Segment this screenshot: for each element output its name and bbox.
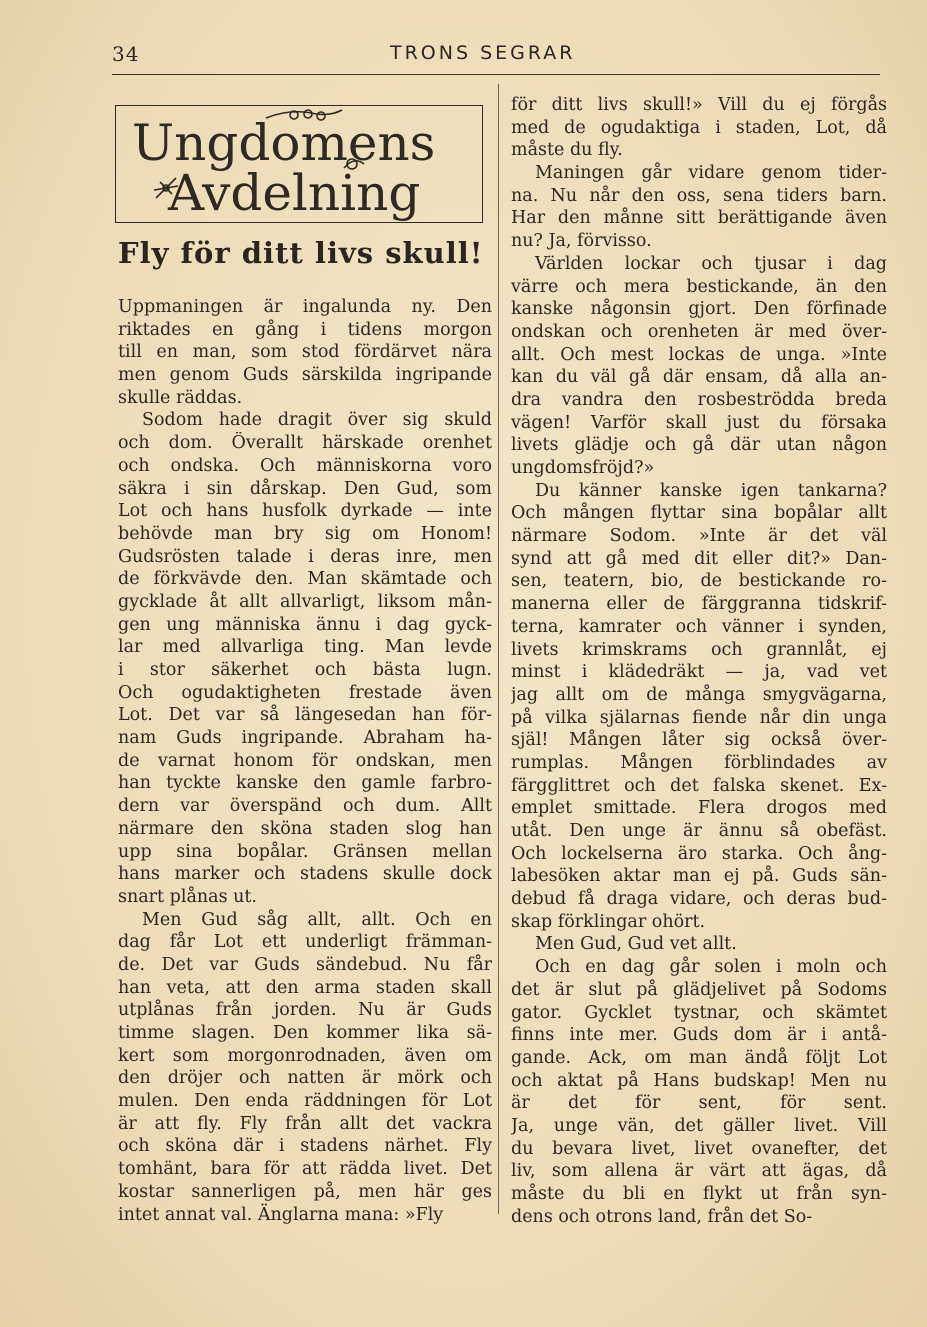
text-line: na. Nu når den oss, sena tiders barn. (511, 185, 887, 206)
text-line: det är slut på glädjelivet på Sodoms (511, 979, 887, 1000)
text-line: hans marker och stadens skulle dock (118, 864, 492, 885)
banner-artwork (116, 106, 482, 222)
text-line: dens och otrons land, från det So- (511, 1206, 813, 1227)
text-line: mulen. Den enda räddningen för Lot (118, 1091, 492, 1112)
text-line: måste du bli en flykt ut från syn- (511, 1184, 887, 1204)
text-line: i stor säkerhet och bästa lugn. (118, 660, 492, 680)
text-line: sen, teatern, bio, de bestickande ro- (511, 571, 887, 592)
column-divider (498, 84, 499, 1214)
right-column (511, 94, 887, 1228)
text-line: närmare den sköna staden slog han (118, 818, 492, 839)
text-line: gycklade åt allt allvarligt, liksom mån- (118, 591, 492, 612)
text-line: Men Gud såg allt, allt. Och en (142, 909, 492, 930)
page-number: 34 (112, 42, 140, 66)
text-line: intet annat val. Änglarna mana: »Fly (118, 1204, 444, 1225)
text-line: snart plånas ut. (118, 886, 257, 907)
text-line: terna, kamrater och vänner i synden, (511, 616, 887, 637)
text-line: minst i klädedräkt — ja, vad vet (511, 662, 887, 683)
text-line: skulle räddas. (118, 387, 243, 408)
text-line: nu? Ja, förvisso. (511, 231, 652, 252)
text-line: gen ung människa ännu i dag gyck- (118, 614, 492, 635)
text-line: är det för sent, för sent. (511, 1093, 887, 1114)
text-line: Sodom hade dragit över sig skuld (142, 410, 492, 431)
text-line: livets krimskrams och grannlåt, ej (511, 639, 887, 660)
text-line: labesöken aktar man ej på. Guds sän- (511, 866, 887, 887)
text-line: gande. Ack, om man ändå följt Lot (511, 1047, 887, 1068)
text-line: liv, som allena är värt att ägas, då (511, 1161, 887, 1182)
text-line: dern var överspänd och dum. Allt (118, 796, 492, 817)
text-line: Och mången flyttar sina bopålar allt (511, 503, 887, 524)
text-line: Ja, unge vän, det gäller livet. Vill (511, 1115, 887, 1136)
text-line: men genom Guds särskilda ingripande (118, 365, 492, 386)
text-line: timme slagen. Den kommer lika sä- (118, 1023, 492, 1043)
text-line: Världen lockar och tjusar i dag (535, 253, 887, 274)
article-title: Fly för ditt livs skull! (118, 236, 484, 270)
text-line: allt. Och mest lockas de unga. »Inte (511, 344, 887, 365)
text-line: debud få draga vidare, och deras bud- (511, 889, 887, 910)
text-line: finns inte mer. Guds dom är i antå- (511, 1025, 887, 1046)
text-line: Har den månne sitt berättigande även (511, 208, 887, 229)
text-line: och ondska. Och människorna voro (118, 455, 492, 476)
text-line: upp sina bopålar. Gränsen mellan (118, 841, 492, 862)
text-line: Lot och hans husfolk dyrkade — inte (118, 501, 492, 522)
section-banner (115, 105, 483, 223)
text-line: själ! Mången låter sig också över- (511, 730, 887, 751)
text-line: ungdomsfröjd?» (511, 458, 655, 478)
text-line: färgglittret och det falska skenet. Ex- (511, 775, 887, 796)
left-column (118, 296, 492, 1226)
text-line: riktades en gång i tidens morgon (118, 319, 492, 340)
text-line: lar med allvarliga ting. Man levde (118, 637, 492, 658)
text-line: jag allt om de många smygvägarna, (511, 684, 887, 705)
running-head: TRONS SEGRAR (390, 42, 576, 64)
text-line: och dom. Överallt härskade orenhet (118, 433, 492, 454)
text-line: utåt. Den unge är ännu så obefäst. (511, 821, 887, 841)
text-line: de förkvävde den. Man skämtade och (118, 569, 492, 590)
text-line: Maningen går vidare genom tider- (535, 163, 887, 184)
text-line: dra vandra den rosbeströdda breda (511, 389, 887, 410)
text-line: nam Guds ingripande. Abraham ha- (118, 728, 492, 749)
text-line: Lot. Det var så längesedan han för- (118, 705, 492, 726)
text-line: kostar sannerligen på, men här ges (118, 1181, 492, 1202)
text-line: utplånas från jorden. Nu är Guds (118, 1000, 492, 1021)
text-line: Och en dag går solen i moln och (535, 957, 887, 978)
text-line: ondskan och orenheten är med över- (511, 321, 887, 342)
text-line: Och lockelserna äro starka. Och ång- (511, 843, 887, 864)
text-line: måste du fly. (511, 140, 623, 161)
text-line: kan du väl gå där ensam, då alla an- (511, 367, 887, 388)
text-line: tomhänt, bara för att rädda livet. Det (118, 1159, 492, 1180)
text-line: Gudsrösten talade i deras inre, men (118, 546, 492, 567)
text-line: skap förklingar ohört. (511, 911, 706, 932)
banner-line2: Avdelning (168, 164, 421, 222)
text-line: på vilka själarnas fiende når din unga (511, 707, 887, 728)
banner-line1: Ungdomens (132, 114, 436, 172)
text-line: för ditt livs skull!» Vill du ej förgås (511, 95, 887, 115)
text-line: manerna eller de färggranna tidskrif- (511, 594, 887, 615)
text-line: rumplas. Mången förblindades av (511, 752, 887, 773)
text-line: och aktat på Hans budskap! Men nu (511, 1070, 887, 1091)
text-line: är att fly. Fly från allt det vackra (118, 1113, 492, 1134)
text-line: med de ogudaktiga i staden, Lot, då (511, 117, 887, 138)
text-line: kanske någonsin gjort. Den förfinade (511, 299, 887, 320)
text-line: de varnat honom för ondskan, men (118, 750, 492, 771)
text-line: de. Det var Guds sändebud. Nu får (118, 954, 492, 975)
text-line: Och ogudaktigheten frestade även (118, 682, 492, 703)
text-line: han veta, att den arma staden skall (118, 977, 492, 998)
text-line: Uppmaningen är ingalunda ny. Den (118, 297, 492, 317)
text-line: behövde man bry sig om Honom! (118, 523, 492, 544)
header-rule (112, 74, 880, 75)
text-line: emplet smittade. Flera drogos med (511, 798, 887, 819)
text-line: vägen! Varför skall just du försaka (511, 412, 887, 433)
text-line: kert som morgonrodnaden, även om (118, 1045, 492, 1066)
text-line: närmare Sodom. »Inte är det väl (511, 526, 887, 547)
text-line: gator. Gycklet tystnar, och skämtet (511, 1002, 887, 1023)
text-line: den dröjer och natten är mörk och (118, 1068, 492, 1089)
text-line: Du känner kanske igen tankarna? (535, 480, 887, 501)
text-line: synd att gå med dit eller dit?» Dan- (511, 548, 887, 569)
text-line: dag får Lot ett underligt främman- (118, 932, 492, 953)
text-line: Men Gud, Gud vet allt. (535, 934, 737, 955)
text-line: till en man, som stod fördärvet nära (118, 342, 492, 363)
text-line: livets glädje och gå där utan någon (511, 435, 887, 456)
page-header (112, 42, 880, 72)
text-line: du bevara livet, livet ovanefter, det (511, 1138, 887, 1159)
text-line: han tyckte kanske den gamle farbro- (118, 773, 492, 794)
text-line: värre och mera bestickande, än den (511, 276, 887, 297)
text-line: säkra i sin dårskap. Den Gud, som (118, 478, 492, 499)
text-line: och sköna där i stadens närhet. Fly (118, 1136, 492, 1157)
